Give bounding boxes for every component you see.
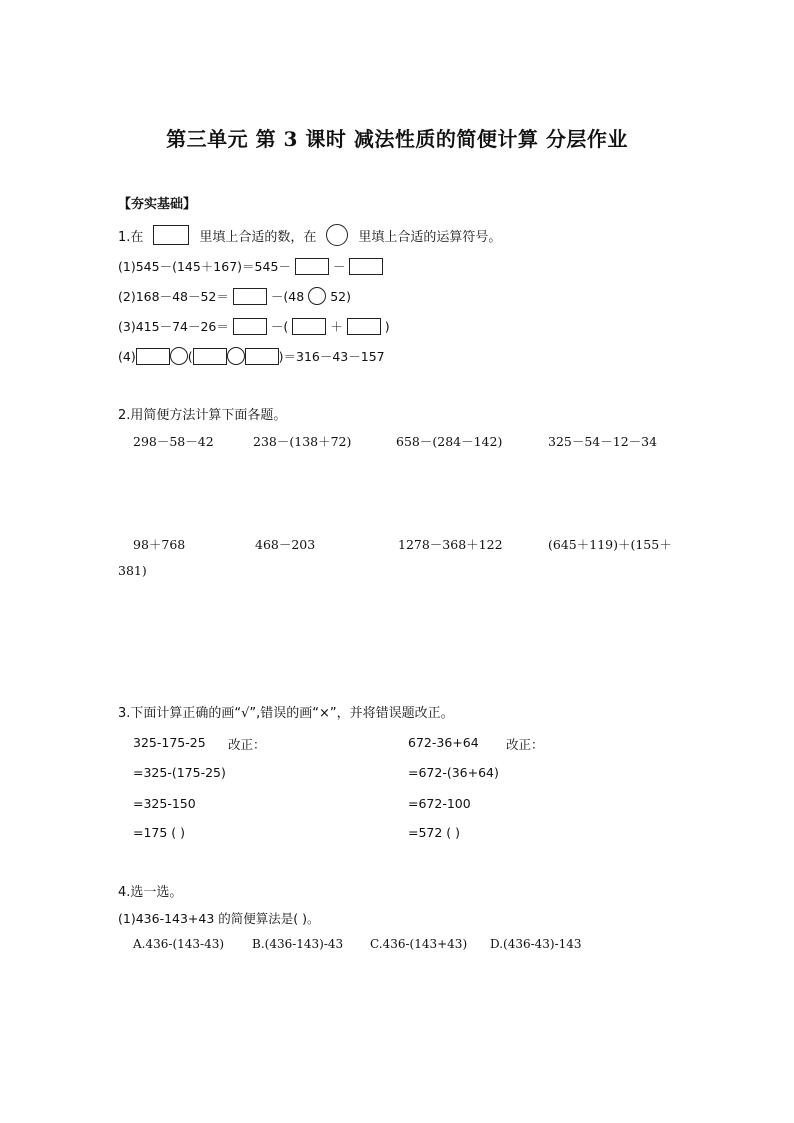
q1-suffix: 里填上合适的运算符号。 bbox=[358, 229, 502, 245]
q2-problem: 325－54－12－34 bbox=[548, 434, 658, 449]
answer-box[interactable] bbox=[136, 348, 170, 365]
q1-mid: 里填上合适的数，在 bbox=[199, 229, 317, 245]
q4-heading: 4.选一选。 bbox=[118, 885, 183, 900]
sample-box bbox=[153, 225, 189, 245]
q3-correct-label: 改正： bbox=[506, 737, 544, 752]
q1-item3-end: ) bbox=[384, 318, 390, 334]
q2-problem: (645＋119)＋(155＋ bbox=[548, 537, 672, 552]
q2-problem: 1278－368＋122 bbox=[398, 537, 503, 552]
q2-heading: 2.用简便方法计算下面各题。 bbox=[118, 408, 287, 423]
q4-option-d[interactable]: D.(436-43)-143 bbox=[490, 937, 582, 951]
answer-box[interactable] bbox=[193, 348, 227, 365]
q2-problem-wrap: 381) bbox=[118, 563, 147, 578]
q1-item2-mid: －(48 bbox=[270, 289, 305, 304]
q1-item4-end: )＝316－43－157 bbox=[278, 349, 385, 364]
answer-box[interactable] bbox=[349, 258, 383, 275]
answer-box[interactable] bbox=[233, 318, 267, 335]
q4-option-c[interactable]: C.436-(143+43) bbox=[370, 937, 468, 951]
q3-right-line: =672-100 bbox=[408, 796, 471, 811]
q3-right-line: =572 ( ) bbox=[408, 825, 461, 840]
q1-prefix: 1.在 bbox=[118, 229, 144, 245]
answer-box[interactable] bbox=[295, 258, 329, 275]
q1-item3-plus: ＋ bbox=[330, 319, 343, 334]
q1-item4 bbox=[118, 347, 385, 365]
q1-item2-lhs: (2)168－48－52＝ bbox=[118, 289, 229, 304]
q1-item1 bbox=[118, 257, 383, 275]
q2-problem: 98＋768 bbox=[133, 537, 186, 552]
q1-item2-end: 52) bbox=[330, 288, 351, 304]
q3-left-line: =325-(175-25) bbox=[133, 765, 226, 780]
q4-option-b[interactable]: B.(436-143)-43 bbox=[252, 937, 344, 951]
answer-box[interactable] bbox=[347, 318, 381, 335]
q1-item3-lhs: (3)415－74－26＝ bbox=[118, 319, 229, 334]
q1-item4-lhs: (4) bbox=[118, 348, 136, 364]
q3-heading: 3.下面计算正确的画“√”,错误的画“×”，并将错误题改正。 bbox=[118, 706, 454, 721]
q3-right-line: 672-36+64 bbox=[408, 735, 479, 750]
answer-box[interactable] bbox=[233, 288, 267, 305]
q1-item1-lhs: (1)545－(145＋167)＝545－ bbox=[118, 259, 291, 274]
page-title: 第三单元 第 3 课时 减法性质的简便计算 分层作业 bbox=[166, 127, 628, 151]
q1-item4-paren: ( bbox=[187, 348, 193, 364]
q1-item1-op: － bbox=[332, 259, 346, 274]
q2-problem: 298－58－42 bbox=[133, 434, 214, 449]
q3-left-line: =325-150 bbox=[133, 796, 196, 811]
q4-option-a[interactable]: A.436-(143-43) bbox=[133, 937, 225, 951]
answer-box[interactable] bbox=[292, 318, 326, 335]
operator-circle[interactable] bbox=[227, 347, 245, 365]
q2-problem: 238－(138＋72) bbox=[253, 434, 352, 449]
q1-heading bbox=[118, 224, 501, 246]
q3-left-line: =175 ( ) bbox=[133, 825, 186, 840]
operator-circle[interactable] bbox=[170, 347, 188, 365]
q1-item3-mid: －( bbox=[270, 319, 289, 334]
sample-circle bbox=[326, 224, 348, 246]
q2-problem: 658－(284－142) bbox=[396, 434, 503, 449]
q4-item1: (1)436-143+43 的简便算法是( )。 bbox=[118, 911, 320, 926]
q2-problem: 468－203 bbox=[255, 537, 316, 552]
q3-left-line: 325-175-25 bbox=[133, 735, 206, 750]
q1-item2 bbox=[118, 287, 351, 305]
answer-box[interactable] bbox=[245, 348, 279, 365]
operator-circle[interactable] bbox=[308, 287, 326, 305]
q3-right-line: =672-(36+64) bbox=[408, 765, 499, 780]
section-label: 【夯实基础】 bbox=[118, 197, 197, 212]
q1-item3 bbox=[118, 317, 390, 335]
q3-correct-label: 改正： bbox=[228, 737, 266, 752]
